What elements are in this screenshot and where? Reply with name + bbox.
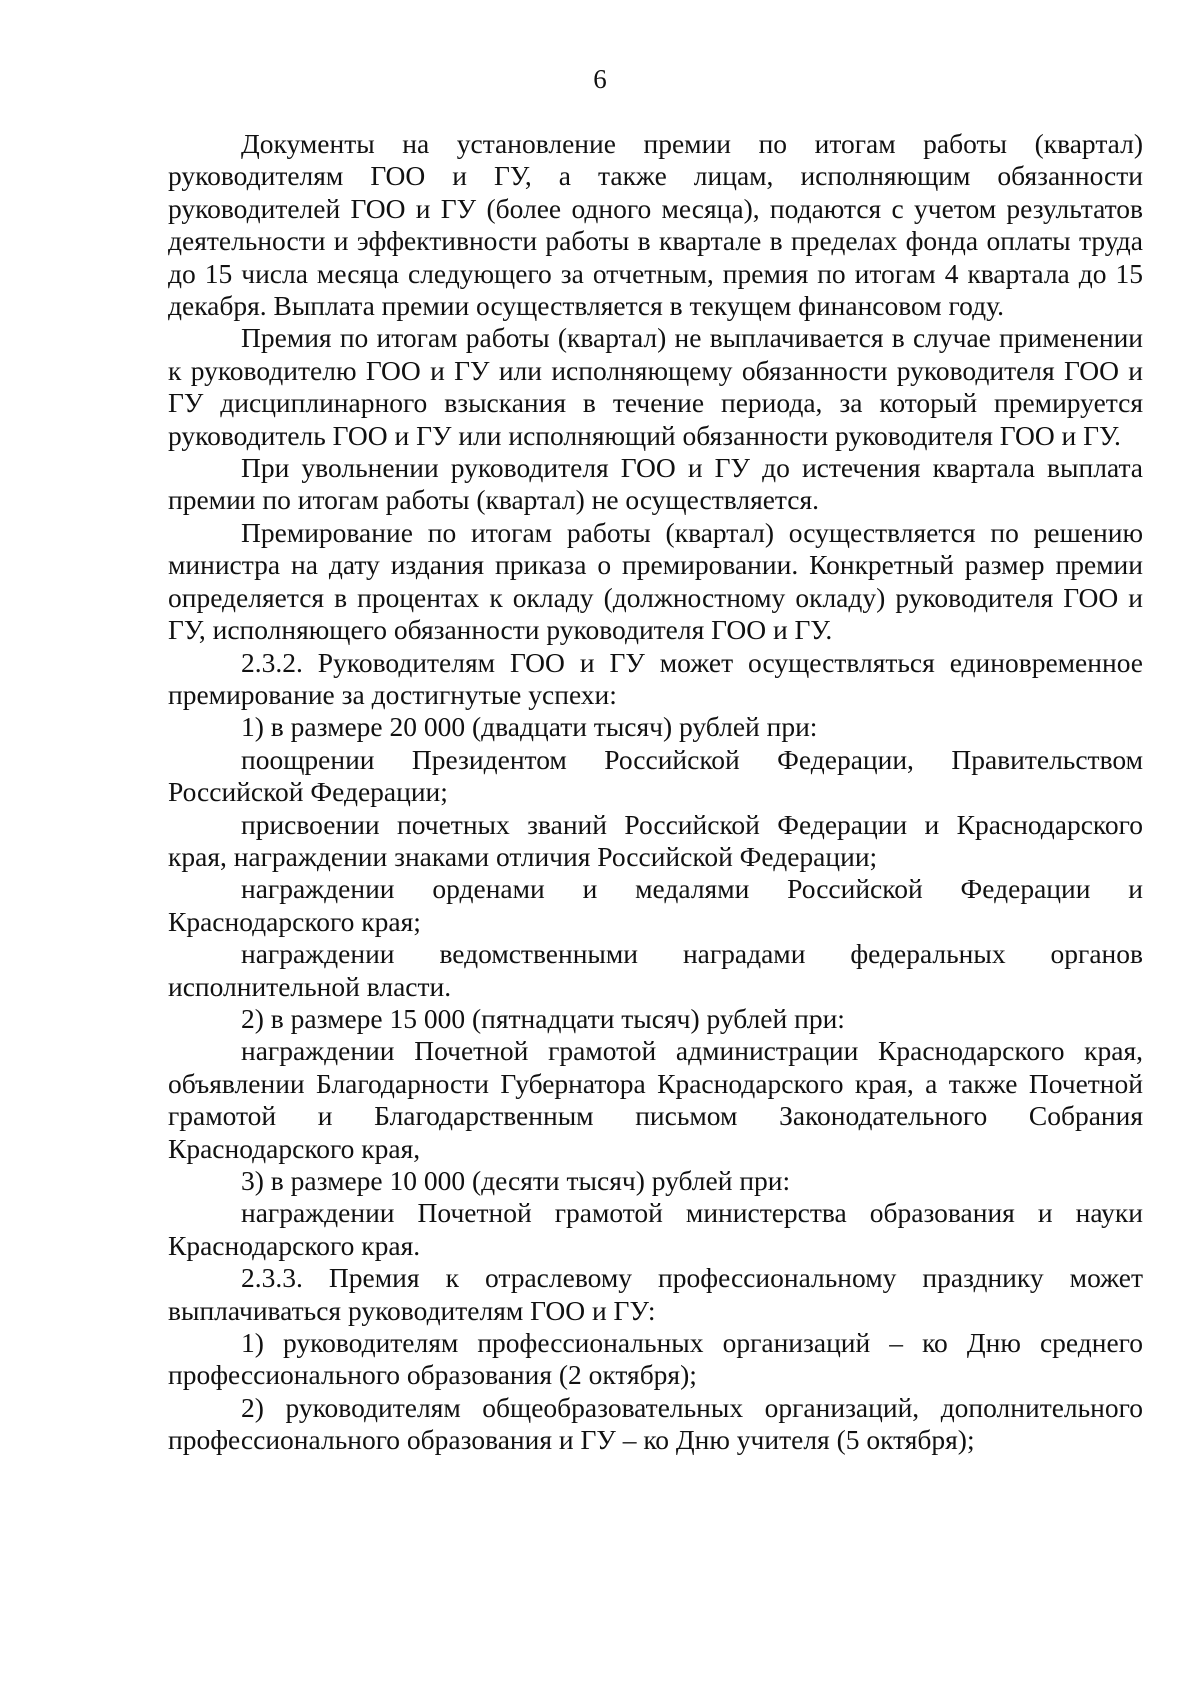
clause-2-3-2: 2.3.2. Руководителям ГОО и ГУ может осуществляться единовременное премирование за достигнутые успехи: xyxy=(168,646,1143,710)
paragraph-disciplinary-exclusion: Премия по итогам работы (квартал) не выплачивается в случае применении к руководителю ГОО и ГУ или исполняющему обязанности руководителя ГОО и ГУ дисциплинарного взыскания в течение периода, за который премируется руководитель ГОО и ГУ или исполняющий обязанности руководителя ГОО и ГУ. xyxy=(168,322,1143,451)
holiday-item-vocational: 1) руководителям профессиональных организаций – ко Дню среднего профессионального образования (2 октября); xyxy=(168,1327,1143,1391)
sub-item-president-award: поощрении Президентом Российской Федерации, Правительством Российской Федерации; xyxy=(168,743,1143,808)
list-item-10000: 3) в размере 10 000 (десяти тысяч) рублей при: xyxy=(241,1165,791,1196)
list-item-15000: 2) в размере 15 000 (пятнадцати тысяч) рублей при: xyxy=(241,1002,845,1034)
holiday-item-teachers-day: 2) руководителям общеобразовательных организаций, дополнительного профессионального образования и ГУ – ко Дню учителя (5 октября); xyxy=(168,1391,1143,1456)
sub-item-orders-medals: награждении орденами и медалями Российской Федерации и Краснодарского края; xyxy=(168,873,1143,937)
paragraph-minister-decision: Премирование по итогам работы (квартал) осуществляется по решению министра на дату издания приказа о премировании. Конкретный размер премии определяется в процентах к окладу (должностному окладу) руководителя ГОО и ГУ, исполняющего обязанности руководителя ГОО и ГУ. xyxy=(168,516,1143,646)
paragraph-submission-deadline: Документы на установление премии по итогам работы (квартал) руководителям ГОО и ГУ, а также лицам, исполняющим обязанности руководителей ГОО и ГУ (более одного месяца), подаются с учетом результатов деятельности и эффективности работы в квартале в пределах фонда оплаты труда до 15 числа месяца следующего за отчетным, премия по итогам 4 квартала до 15 декабря. Выплата премии осуществляется в текущем финансовом году. xyxy=(168,128,1143,322)
sub-item-departmental-awards: награждении ведомственными наградами федеральных органов исполнительной власти. xyxy=(168,938,1143,1002)
clause-2-3-3: 2.3.3. Премия к отраслевому профессиональному празднику может выплачиваться руководителям ГОО и ГУ: xyxy=(168,1262,1143,1326)
sub-item-honorary-titles: присвоении почетных званий Российской Федерации и Краснодарского края, награждении знаками отличия Российской Федерации; xyxy=(168,808,1143,872)
document-body xyxy=(168,128,1143,1457)
page-number: 6 xyxy=(593,64,607,94)
list-item-20000: 1) в размере 20 000 (двадцати тысяч) рублей при: xyxy=(241,711,818,743)
sub-item-regional-certificate: награждении Почетной грамотой администрации Краснодарского края, объявлении Благодарности Губернатора Краснодарского края, а также Почетной грамотой и Благодарственным письмом Законодательного Собрания Краснодарского края, xyxy=(168,1035,1143,1164)
sub-item-ministry-certificate: награждении Почетной грамотой министерства образования и науки Краснодарского края. xyxy=(168,1197,1143,1261)
paragraph-dismissal: При увольнении руководителя ГОО и ГУ до истечения квартала выплата премии по итогам работы (квартал) не осуществляется. xyxy=(168,452,1143,516)
